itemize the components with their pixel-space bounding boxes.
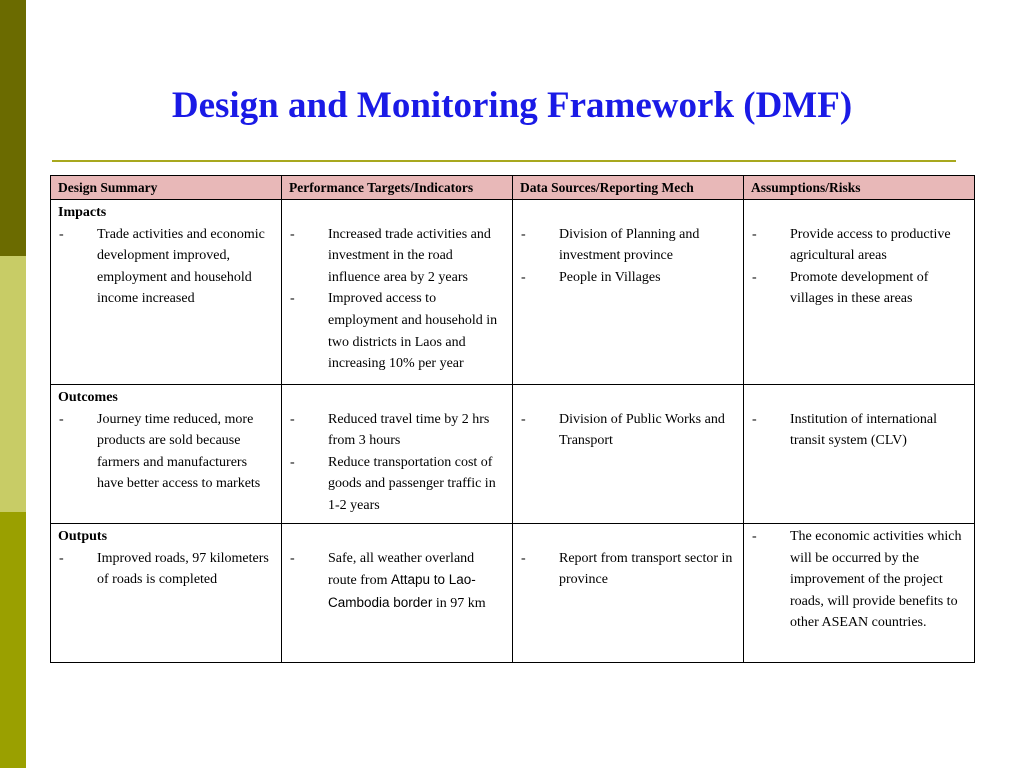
section-label-outputs: Outputs	[58, 529, 108, 544]
list-item: - Improved access to employment and household in two districts in Laos and increasing 10% per year	[290, 291, 498, 372]
list-item: - Improved roads, 97 kilometers of roads is completed	[59, 550, 269, 588]
list-item: - Reduced travel time by 2 hrs from 3 hours	[290, 411, 490, 449]
cell-impacts-targets	[282, 200, 513, 385]
dmf-table	[50, 175, 975, 663]
table-row-outcomes	[51, 385, 975, 524]
slide-title: Design and Monitoring Framework (DMF)	[171, 85, 853, 126]
list-item: - Promote development of villages in these areas	[752, 269, 929, 307]
list-item: - Increased trade activities and investment in the road influence area by 2 years	[290, 226, 491, 285]
cell-outputs-sources	[513, 524, 744, 663]
sidebar-block-light	[0, 256, 26, 512]
list-item: - Division of Public Works and Transport	[521, 411, 725, 449]
list-item: - Division of Planning and investment province	[521, 226, 700, 264]
list-item: - Report from transport sector in province	[521, 550, 733, 588]
header-performance-targets: Performance Targets/Indicators	[282, 176, 513, 200]
list-item: - People in Villages	[521, 269, 661, 285]
cell-outcomes-assumptions	[744, 385, 975, 524]
list-item: - Journey time reduced, more products are sold because farmers and manufacturers have better access to markets	[59, 411, 261, 492]
title-underline-rule	[52, 160, 956, 162]
list-item: - Institution of international transit system (CLV)	[752, 411, 937, 449]
table-row-impacts	[51, 200, 975, 385]
cell-outcomes-sources	[513, 385, 744, 524]
header-assumptions-risks: Assumptions/Risks	[744, 176, 975, 200]
section-label-impacts: Impacts	[58, 205, 107, 220]
list-item: - Reduce transportation cost of goods and passenger traffic in 1-2 years	[290, 454, 496, 513]
header-design-summary: Design Summary	[51, 176, 282, 200]
table-header-row	[51, 176, 975, 200]
cell-outputs-assumptions	[744, 524, 975, 663]
cell-impacts-sources	[513, 200, 744, 385]
list-item: - The economic activities which will be occurred by the improvement of the project roads, will provide benefits to other ASEAN countries.	[752, 529, 962, 631]
cell-outputs-targets	[282, 524, 513, 663]
cell-impacts-assumptions	[744, 200, 975, 385]
sidebar-block-olive	[0, 512, 26, 768]
list-item: - Safe, all weather overland route from Attapu to Lao-Cambodia border in 97 km	[290, 550, 486, 611]
list-item: - Trade activities and economic development improved, employment and household income increased	[59, 226, 265, 307]
cell-outcomes-design	[51, 385, 282, 524]
list-item: - Provide access to productive agricultural areas	[752, 226, 951, 264]
section-label-outcomes: Outcomes	[58, 390, 118, 405]
cell-outcomes-targets	[282, 385, 513, 524]
cell-outputs-design	[51, 524, 282, 663]
table-row-outputs	[51, 524, 975, 663]
header-data-sources: Data Sources/Reporting Mech	[513, 176, 744, 200]
cell-impacts-design	[51, 200, 282, 385]
